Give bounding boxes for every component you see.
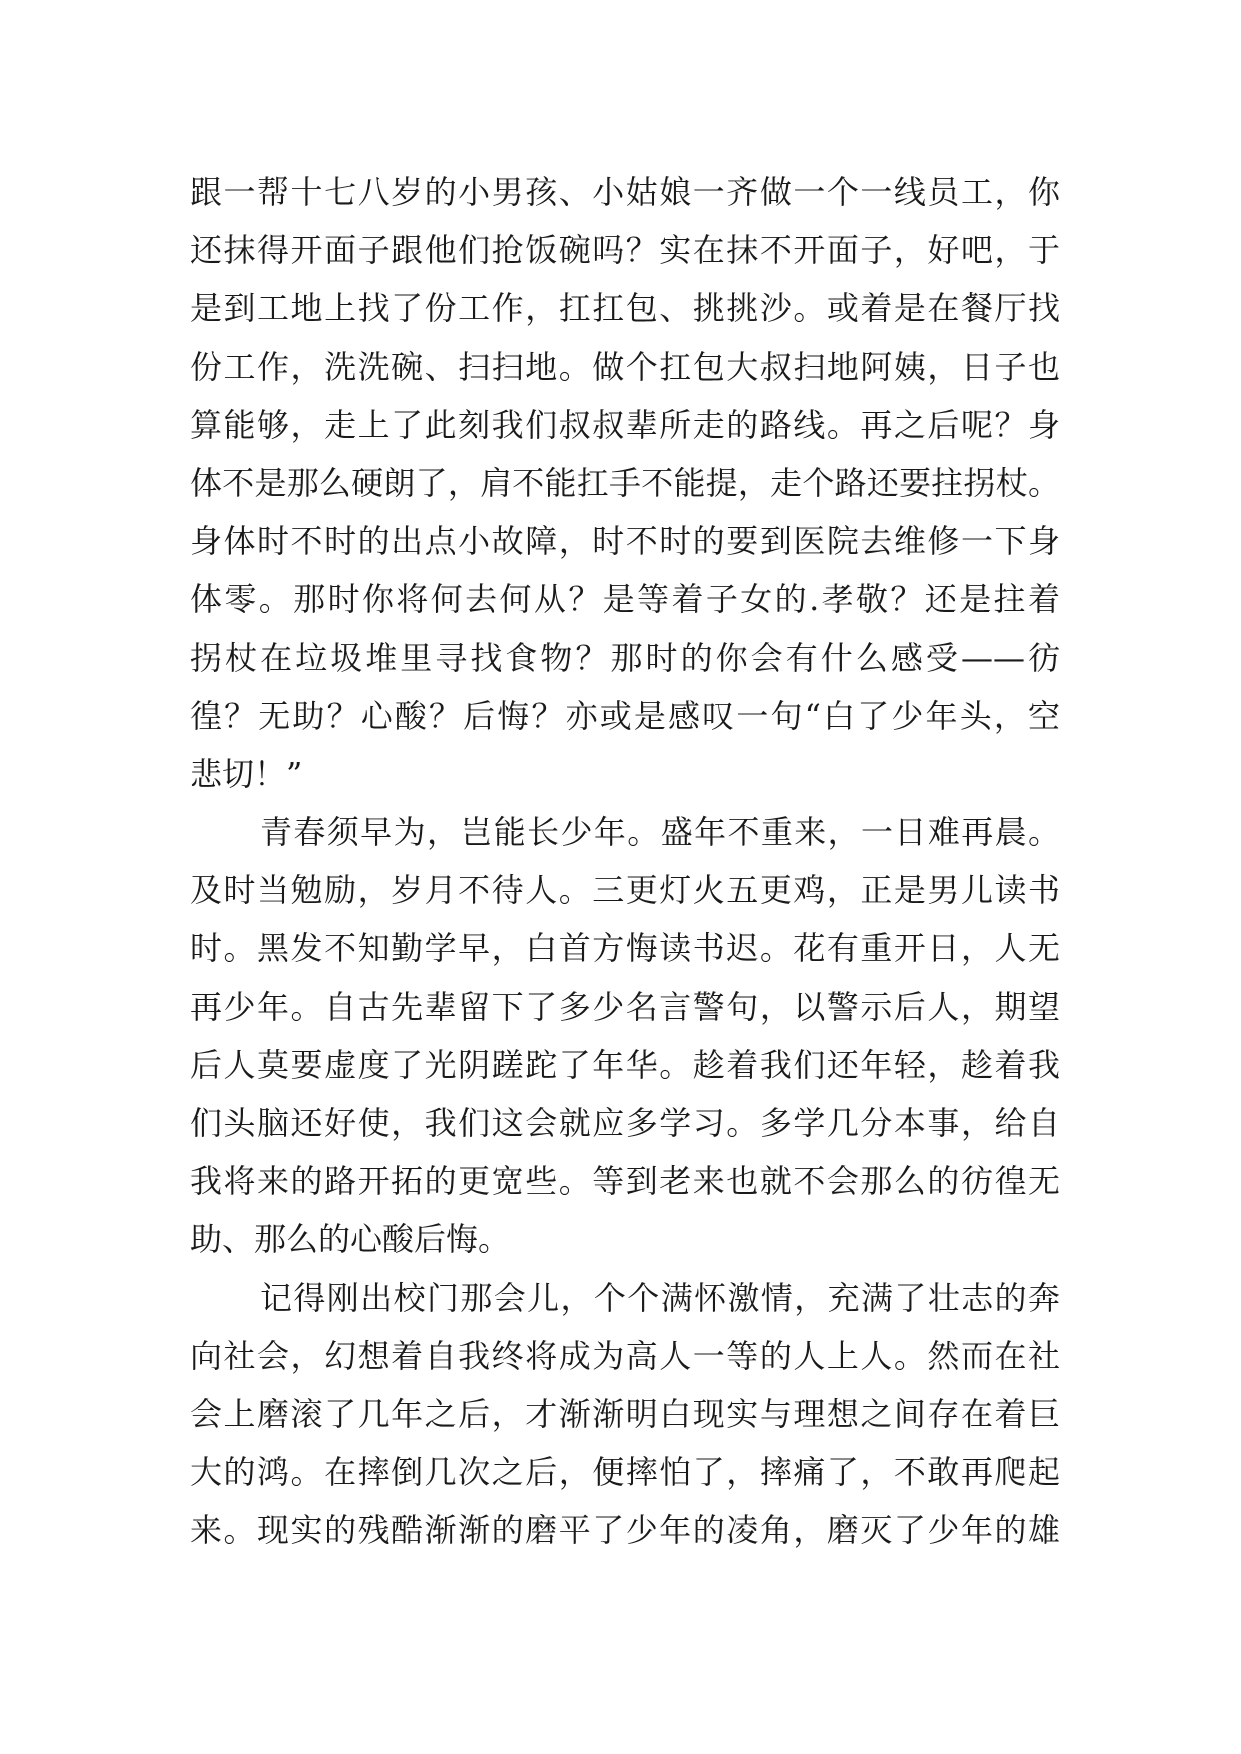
- text-line: 及时当勉励，岁月不待人。三更灯火五更鸡，正是男儿读书: [190, 871, 1060, 910]
- text-line: 体零。那时你将何去何从？是等着子女的.孝敬？还是拄着: [190, 580, 1060, 619]
- text-line: 助、那么的心酸后悔。: [190, 1220, 511, 1259]
- text-line: 身体时不时的出点小故障，时不时的要到医院去维修一下身: [190, 522, 1060, 561]
- text-line: 会上磨滚了几年之后，才渐渐明白现实与理想之间存在着巨: [190, 1394, 1060, 1433]
- text-line: 悲切！”: [190, 754, 303, 793]
- text-line: 青春须早为，岂能长少年。盛年不重来，一日难再晨。: [260, 813, 1060, 852]
- text-line: 拐杖在垃圾堆里寻找食物？那时的你会有什么感受——彷: [190, 638, 1060, 677]
- text-line: 们头脑还好使，我们这会就应多学习。多学几分本事，给自: [190, 1104, 1060, 1142]
- text-line: 记得刚出校门那会儿，个个满怀激情，充满了壮志的奔: [260, 1278, 1060, 1317]
- text-line: 再少年。自古先辈留下了多少名言警句，以警示后人，期望: [190, 987, 1060, 1026]
- text-line: 跟一帮十七八岁的小男孩、小姑娘一齐做一个一线员工，你: [190, 173, 1060, 211]
- document-body: [190, 163, 1060, 1560]
- paragraph-3: [190, 1269, 1060, 1560]
- text-line: 后人莫要虚度了光阴蹉跎了年华。趁着我们还年轻，趁着我: [190, 1045, 1060, 1084]
- text-line: 我将来的路开拓的更宽些。等到老来也就不会那么的彷徨无: [190, 1162, 1060, 1201]
- text-line: 时。黑发不知勤学早，白首方悔读书迟。花有重开日，人无: [190, 929, 1060, 968]
- text-line: 还抹得开面子跟他们抢饭碗吗？实在抹不开面子，好吧，于: [190, 231, 1060, 270]
- text-line: 来。现实的残酷渐渐的磨平了少年的凌角，磨灭了少年的雄: [190, 1511, 1060, 1550]
- text-line: 算能够，走上了此刻我们叔叔辈所走的路线。再之后呢？身: [190, 405, 1060, 444]
- text-line: 体不是那么硬朗了，肩不能扛手不能提，走个路还要拄拐杖。: [190, 463, 1060, 502]
- text-line: 份工作，洗洗碗、扫扫地。做个扛包大叔扫地阿姨，日子也: [190, 347, 1060, 386]
- paragraph-2: [190, 803, 1060, 1269]
- text-line: 大的鸿。在摔倒几次之后，便摔怕了，摔痛了，不敢再爬起: [190, 1453, 1060, 1492]
- paragraph-1: [190, 163, 1060, 803]
- text-line: 徨？无助？心酸？后悔？亦或是感叹一句“白了少年头，空: [190, 696, 1060, 735]
- text-line: 向社会，幻想着自我终将成为高人一等的人上人。然而在社: [190, 1336, 1060, 1375]
- text-line: 是到工地上找了份工作，扛扛包、挑挑沙。或着是在餐厅找: [190, 289, 1060, 328]
